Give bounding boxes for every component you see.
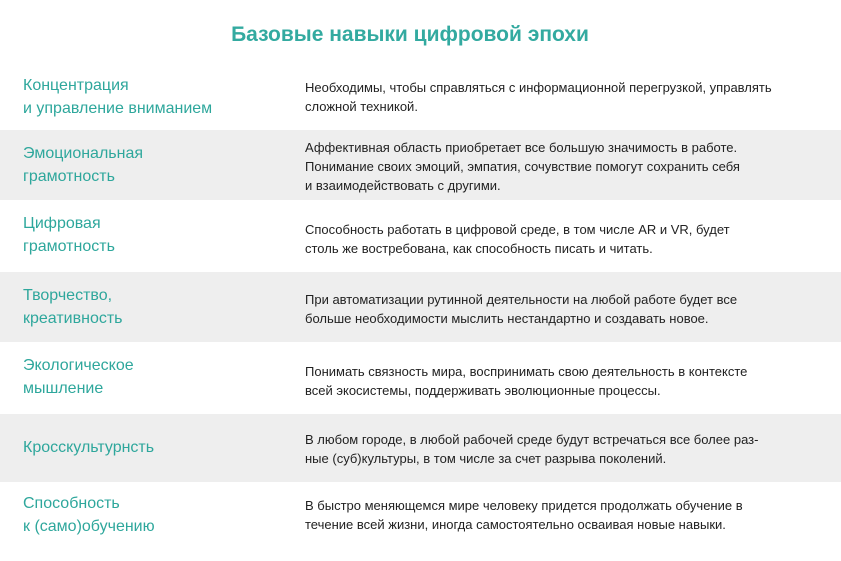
skill-description: При автоматизации рутинной деятельности на любой работе будет все больше необходимости мыслить нестандартно и создавать новое.	[305, 292, 738, 326]
table-row	[0, 62, 841, 130]
skill-name: Эмоциональная грамотность	[23, 145, 144, 185]
table-row	[0, 482, 841, 552]
skill-description: Способность работать в цифровой среде, в том числе AR и VR, будет столь же востребована, как способность писать и читать.	[305, 222, 730, 256]
table-row	[0, 130, 841, 200]
skill-description: В быстро меняющемся мире человеку придется продолжать обучение в течение всей жизни, иногда самостоятельно осваивая новые навыки.	[305, 498, 743, 532]
skill-description: Аффективная область приобретает все большую значимость в работе. Понимание своих эмоций, эмпатия, сочувствие помогут сохранить себя и взаимодействовать с другими.	[305, 140, 740, 193]
table-row	[0, 272, 841, 342]
skill-name: Концентрация и управление вниманием	[23, 77, 213, 117]
table-row	[0, 414, 841, 482]
skill-description: Необходимы, чтобы справляться с информационной перегрузкой, управлять сложной техникой.	[305, 80, 772, 114]
table-row	[0, 342, 841, 414]
skill-description: Понимать связность мира, воспринимать свою деятельность в контексте всей экосистемы, поддерживать эволюционные процессы.	[305, 364, 748, 398]
skill-name: Творчество, креативность	[23, 287, 123, 327]
skill-name: Цифровая грамотность	[23, 215, 115, 255]
skills-table	[0, 62, 841, 552]
skill-name: Способность к (само)обучению	[23, 495, 155, 535]
skill-name: Кросскультурнсть	[23, 439, 155, 456]
skill-description: В любом городе, в любой рабочей среде будут встречаться все более раз- ные (суб)культуры, в том числе за счет разрыва поколений.	[305, 432, 759, 466]
page-title: Базовые навыки цифровой эпохи	[231, 23, 589, 46]
table-row	[0, 200, 841, 272]
skill-name: Экологическое мышление	[23, 357, 134, 397]
